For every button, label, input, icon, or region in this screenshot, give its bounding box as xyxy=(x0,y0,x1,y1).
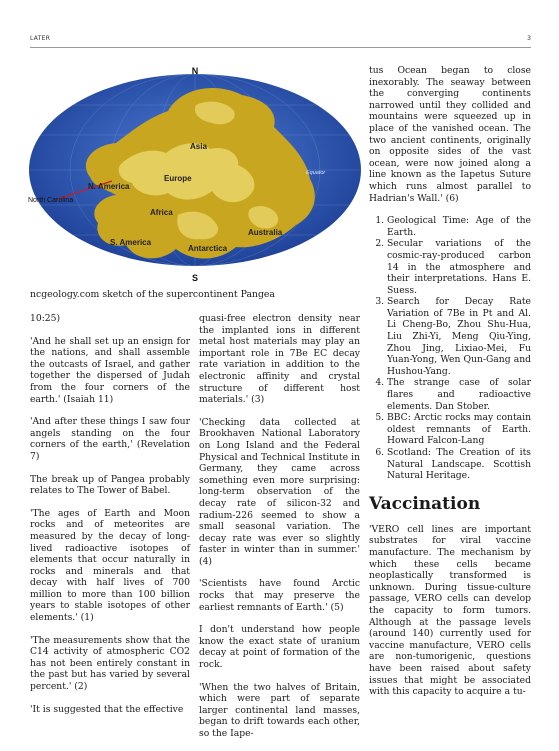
quote-ref-2: 'The measurements show that the C14 activity of atmospheric CO2 has not been entirely constant in the past but has varied by several percent.' (2) xyxy=(30,634,190,693)
page-number: 3 xyxy=(527,35,531,42)
running-header: LATER xyxy=(30,35,51,42)
reference-item: 5. BBC: Arctic rocks may contain oldest remnants of Earth. Howard Falcon-Lang xyxy=(387,412,531,447)
asia-label: Asia xyxy=(190,142,207,151)
paragraph: 'When the two halves of Britain, which were part of separate larger continental land masses, began to drift towards each other, so the Iape- xyxy=(199,681,360,739)
section-heading: Vaccination xyxy=(369,493,481,514)
column-2 xyxy=(199,313,360,751)
equator-label: Equator xyxy=(306,170,326,176)
reference-item: 3. Search for Decay Rate Variation of 7Be in Pt and Al. Li Cheng-Bo, Zhou Shu-Hua, Liu Zhi-Yi, Meng Qiu-Ying, Zhou Jing, Lixiao-Mei, Fu Yuan-Yong, Wen Qun-Gang and Hushou-Yang. xyxy=(387,296,531,377)
reference-item: 2. Secular variations of the cosmic-ray-produced carbon 14 in the atmosphere and their interpretations. Hans E. Suess. xyxy=(387,238,531,296)
south-america-label: S. America xyxy=(110,238,152,247)
column-3 xyxy=(369,65,531,709)
africa-label: Africa xyxy=(150,208,173,217)
australia-label: Australia xyxy=(248,228,283,237)
quote-ref-3: quasi-free electron density near the implanted ions in different metal host materials may play an important role in 7Be EC decay rate variation in addition to the electronic affinity and crystal structure of different host materials.' (3) xyxy=(199,313,360,406)
pangea-map xyxy=(28,65,363,283)
quote-ref-1: 'The ages of Earth and Moon rocks and of meteorites are measured by the decay of long-lived radioactive isotopes of elements that occur naturally in rocks and minerals and that decay with half lives of 700 million to more than 100 billion years to stable isotopes of other elements.' (1) xyxy=(30,507,190,624)
europe-label: Europe xyxy=(164,174,192,183)
figure-caption: ncgeology.com sketch of the supercontinent Pangea xyxy=(30,289,275,300)
north-america-label: N. America xyxy=(88,182,130,191)
paragraph: The break up of Pangea probably relates to The Tower of Babel. xyxy=(30,473,190,497)
antarctica-label: Antarctica xyxy=(188,244,228,253)
quote-ref-6: tus Ocean began to close inexorably. The seaway between the converging continents narrowed until they collided and mountains were squeezed up in place of the vanished ocean. The two ancient continents, originally on opposite sides of the vast ocean, were now joined along a line known as the Iapetus Suture which runs almost parallel to Hadrian's Wall.' (6) xyxy=(369,65,531,204)
reference-item: 4. The strange case of solar flares and radioactive elements. Dan Stober. xyxy=(387,377,531,412)
references-list xyxy=(369,215,531,482)
paragraph: 10:25) xyxy=(30,313,61,324)
header-divider xyxy=(30,47,531,48)
column-1 xyxy=(30,313,190,726)
quote-revelation: 'And after these things I saw four angels standing on the four corners of the earth,' (Revelation 7) xyxy=(30,416,190,462)
quote-ref-5: 'Scientists have found Arctic rocks that may preserve the earliest remnants of Earth.' (5) xyxy=(199,578,360,613)
paragraph: 'VERO cell lines are important substrates for viral vaccine manufacture. The mechanism by which these cells became neoplastically transformed is unknown. During tissue-culture passage, VERO cells can develop the capacity to form tumors. Although at the passage levels (around 140) currently used for vaccine manufacture, VERO cells are non-tumorigenic, questions have been raised about safety issues that might be associated with this capacity to acquire a tu- xyxy=(369,523,531,698)
reference-item: 6. Scotland: The Creation of its Natural Landscape. Scottish Natural Heritage. xyxy=(387,447,531,482)
paragraph: I don't understand how people know the exact state of uranium decay at point of formation of the rock. xyxy=(199,624,360,671)
reference-item: 1. Geological Time: Age of the Earth. xyxy=(387,215,531,238)
south-label: S xyxy=(191,273,199,283)
paragraph: 'It is suggested that the effective xyxy=(30,703,184,715)
north-label: N xyxy=(191,66,199,76)
pangea-map-figure xyxy=(28,65,363,283)
quote-ref-4: 'Checking data collected at Brookhaven National Laboratory on Long Island and the Federal Physical and Technical Institute in Germany, they came across something even more surprising: long-term observation of the decay rate of silicon-32 and radium-226 seemed to show a small seasonal variation. The decay rate was ever so slightly faster in winter than in summer.' (4) xyxy=(199,416,360,567)
quote-isaiah: 'And he shall set up an ensign for the nations, and shall assemble the outcasts of Israel, and gather together the dispersed of Judah from the four corners of the earth.' (Isaiah 11) xyxy=(30,335,190,405)
north-carolina-label: North Carolina xyxy=(28,197,74,204)
